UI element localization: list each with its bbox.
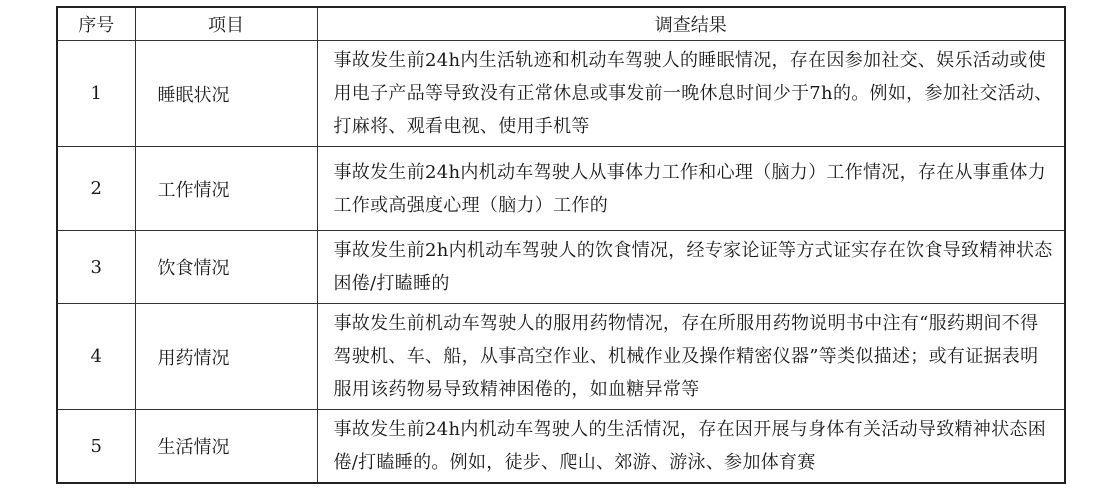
table-row	[57, 41, 1065, 147]
row-index: 5	[57, 410, 135, 484]
row-item: 工作情况	[135, 147, 317, 231]
investigation-table-container	[56, 6, 1064, 484]
row-item: 生活情况	[135, 410, 317, 484]
table-row	[57, 410, 1065, 484]
table-row	[57, 231, 1065, 304]
header-item: 项目	[135, 7, 317, 41]
row-index: 1	[57, 41, 135, 147]
row-item: 睡眠状况	[135, 41, 317, 147]
table-row	[57, 304, 1065, 410]
row-result: 事故发生前24h内生活轨迹和机动车驾驶人的睡眠情况，存在因参加社交、娱乐活动或使用电子产品等导致没有正常休息或事发前一晚休息时间少于7h的。例如，参加社交活动、打麻将、观看电视、使用手机等	[317, 41, 1065, 147]
row-result: 事故发生前机动车驾驶人的服用药物情况，存在所服用药物说明书中注有“服药期间不得驾驶机、车、船，从事高空作业、机械作业及操作精密仪器”等类似描述；或有证据表明服用该药物易导致精神困倦的，如血糖异常等	[317, 304, 1065, 410]
investigation-table	[56, 6, 1066, 484]
header-index: 序号	[57, 7, 135, 41]
row-item: 饮食情况	[135, 231, 317, 304]
header-result: 调查结果	[317, 7, 1065, 41]
row-index: 2	[57, 147, 135, 231]
row-index: 3	[57, 231, 135, 304]
row-item: 用药情况	[135, 304, 317, 410]
row-result: 事故发生前2h内机动车驾驶人的饮食情况，经专家论证等方式证实存在饮食导致精神状态困倦/打瞌睡的	[317, 231, 1065, 304]
table-header-row	[57, 7, 1065, 41]
row-index: 4	[57, 304, 135, 410]
table-row	[57, 147, 1065, 231]
row-result: 事故发生前24h内机动车驾驶人的生活情况，存在因开展与身体有关活动导致精神状态困倦/打瞌睡的。例如，徒步、爬山、郊游、游泳、参加体育赛	[317, 410, 1065, 484]
row-result: 事故发生前24h内机动车驾驶人从事体力工作和心理（脑力）工作情况，存在从事重体力工作或高强度心理（脑力）工作的	[317, 147, 1065, 231]
